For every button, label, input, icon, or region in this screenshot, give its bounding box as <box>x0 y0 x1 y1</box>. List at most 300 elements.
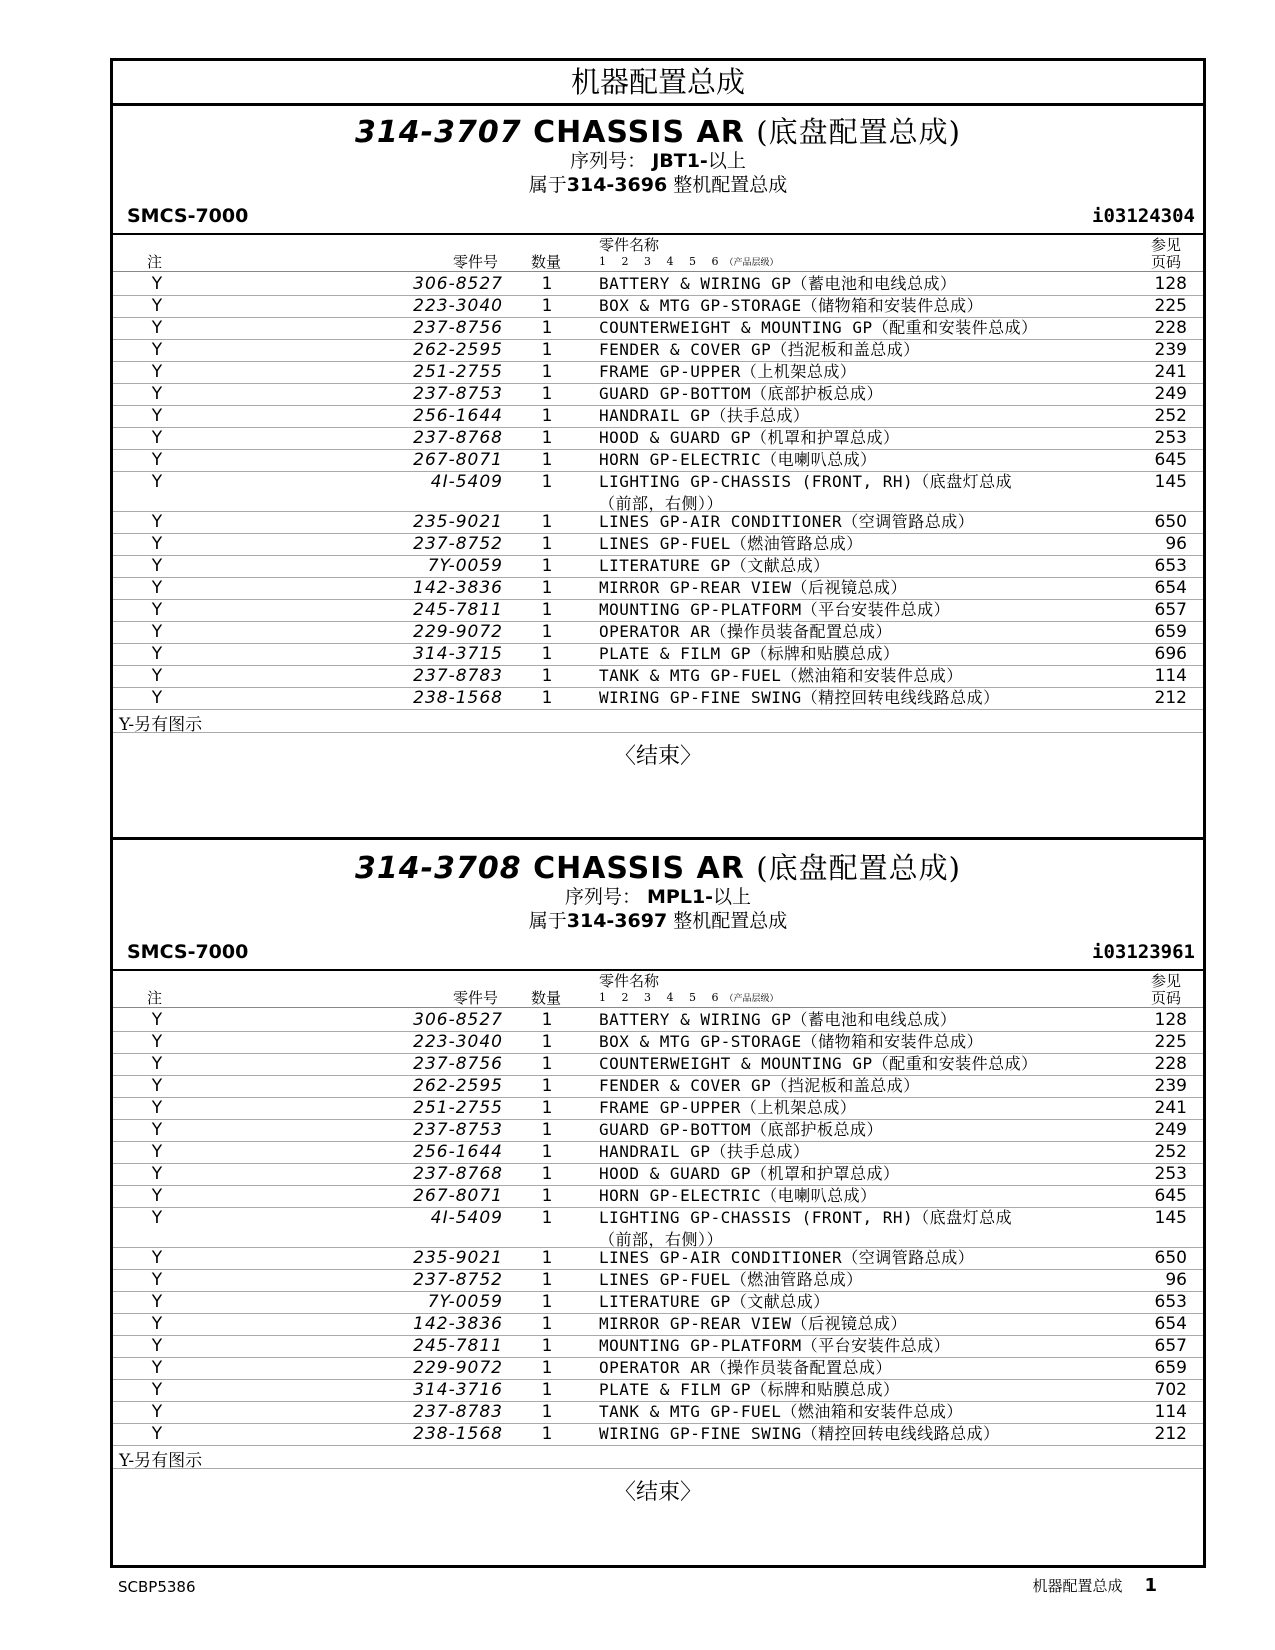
row-page: 145 <box>1154 472 1187 492</box>
belongs-line <box>113 173 1203 198</box>
row-part-name-cn: （底盘灯总成 <box>913 472 1013 491</box>
table-row <box>113 1053 1203 1076</box>
row-part-name-cn: （燃油管路总成） <box>730 1270 863 1289</box>
row-part-name-en: MOUNTING GP-PLATFORM <box>599 1336 802 1355</box>
row-note: Y <box>151 1164 163 1184</box>
row-part-name-cn: （储物箱和安装件总成） <box>801 1032 984 1051</box>
row-part-name-en: PLATE & FILM GP <box>599 644 751 663</box>
row-part-name <box>599 687 1079 709</box>
header-part-no: 零件号 <box>453 989 499 1007</box>
row-part-name-cn: （挡泥板和盖总成） <box>771 1076 920 1095</box>
row-part-name <box>599 427 1079 449</box>
row-part-name-cn: （电喇叭总成） <box>761 450 877 469</box>
row-part-name-en: LINES GP-FUEL <box>599 534 731 553</box>
part-name-cn-wrap: (底盘配置总成) <box>756 115 961 149</box>
row-part-name-cn: （空调管路总成） <box>842 1248 975 1267</box>
header-page-bottom: 页码 <box>1150 253 1181 271</box>
row-note: Y <box>151 1248 163 1268</box>
table-header <box>113 235 1203 272</box>
row-part-name-en: TANK & MTG GP-FUEL <box>599 666 782 685</box>
row-part-name-cn: （平台安装件总成） <box>801 600 951 619</box>
row-page: 225 <box>1154 296 1187 316</box>
row-page: 654 <box>1154 1314 1187 1334</box>
row-part-name-en: BATTERY & WIRING GP <box>599 1010 792 1029</box>
row-qty: 1 <box>541 644 553 664</box>
part-name-cn: 底盘配置总成 <box>768 851 949 885</box>
row-part-name <box>599 665 1079 687</box>
row-note: Y <box>151 362 163 382</box>
row-part-name <box>599 577 1079 599</box>
row-part-name-en: BOX & MTG GP-STORAGE <box>599 1032 802 1051</box>
row-part-name-en: HANDRAIL GP <box>599 1142 711 1161</box>
part-name: CHASSIS AR <box>533 851 745 886</box>
row-part-number: 267-8071 <box>413 1186 503 1206</box>
serial-line <box>113 149 1203 174</box>
table-row <box>113 1185 1203 1208</box>
row-page: 241 <box>1154 362 1187 382</box>
row-note: Y <box>151 1120 163 1140</box>
row-part-name <box>599 533 1079 555</box>
row-page: 650 <box>1154 512 1187 532</box>
row-part-number: 251-2755 <box>413 1098 503 1118</box>
row-note: Y <box>151 1054 163 1074</box>
part-name: CHASSIS AR <box>533 115 745 150</box>
table-row <box>113 1009 1203 1032</box>
row-part-name-cn: （操作员装备配置总成） <box>710 1358 892 1377</box>
row-part-name-cn: （底盘灯总成 <box>913 1208 1013 1227</box>
row-part-name <box>599 621 1079 643</box>
row-part-name-en: FENDER & COVER GP <box>599 1076 772 1095</box>
row-qty: 1 <box>541 1010 553 1030</box>
row-page: 212 <box>1154 688 1187 708</box>
row-part-name <box>599 1141 1079 1163</box>
row-page: 645 <box>1154 1186 1187 1206</box>
row-part-name <box>599 555 1079 577</box>
row-note: Y <box>151 578 163 598</box>
row-note: Y <box>151 1076 163 1096</box>
header-name: 零件名称 <box>599 236 660 254</box>
row-part-name-en: FENDER & COVER GP <box>599 340 772 359</box>
row-part-name <box>599 1379 1079 1401</box>
row-note: Y <box>151 512 163 532</box>
row-part-number: 237-8768 <box>413 1164 503 1184</box>
row-qty: 1 <box>541 296 553 316</box>
row-part-name <box>599 1313 1079 1335</box>
row-part-name <box>599 273 1079 295</box>
header-part-no: 零件号 <box>453 253 499 271</box>
table-row <box>113 599 1203 622</box>
row-qty: 1 <box>541 1054 553 1074</box>
row-part-number: 306-8527 <box>413 1010 503 1030</box>
header-levels <box>599 991 779 1004</box>
row-page: 239 <box>1154 1076 1187 1096</box>
belongs-line <box>113 909 1203 934</box>
row-qty: 1 <box>541 1076 553 1096</box>
row-part-name <box>599 317 1079 339</box>
row-qty: 1 <box>541 1380 553 1400</box>
row-note: Y <box>151 340 163 360</box>
row-qty: 1 <box>541 512 553 532</box>
row-note: Y <box>151 534 163 554</box>
row-note: Y <box>151 688 163 708</box>
part-name-cn: 底盘配置总成 <box>768 115 949 149</box>
row-qty: 1 <box>541 428 553 448</box>
row-part-name-en: HANDRAIL GP <box>599 406 711 425</box>
smcs-code: SMCS-7000 <box>127 941 249 963</box>
table-row <box>113 1119 1203 1142</box>
row-page: 702 <box>1154 1380 1187 1400</box>
row-page: 114 <box>1154 1402 1187 1422</box>
serial-suffix: 以上 <box>707 150 746 172</box>
row-qty: 1 <box>541 534 553 554</box>
row-part-number: 238-1568 <box>413 688 503 708</box>
belongs-part: 314-3696 <box>566 174 668 196</box>
row-page: 249 <box>1154 1120 1187 1140</box>
belongs-prefix: 属于 <box>528 910 567 932</box>
row-part-name <box>599 361 1079 383</box>
row-part-name-en: BATTERY & WIRING GP <box>599 274 792 293</box>
row-part-number: 262-2595 <box>413 340 503 360</box>
table-row <box>113 621 1203 644</box>
row-part-name <box>599 1119 1079 1141</box>
row-part-name <box>599 1247 1079 1269</box>
row-qty: 1 <box>541 1424 553 1444</box>
row-part-name-en: LITERATURE GP <box>599 1292 731 1311</box>
row-qty: 1 <box>541 622 553 642</box>
row-part-number: 223-3040 <box>413 296 503 316</box>
page-number: 1 <box>1144 1575 1157 1596</box>
row-part-name-en: OPERATOR AR <box>599 622 711 641</box>
part-name-cn-wrap: (底盘配置总成) <box>756 851 961 885</box>
header-levels-digits: 1 2 3 4 5 6 <box>599 991 725 1004</box>
header-levels-note: （产品层级） <box>724 994 779 1004</box>
row-part-name-cn: （标牌和贴膜总成） <box>751 644 900 663</box>
row-qty: 1 <box>541 1336 553 1356</box>
row-part-name-en: OPERATOR AR <box>599 1358 711 1377</box>
row-note: Y <box>151 1010 163 1030</box>
row-part-name <box>599 383 1079 405</box>
row-part-name-cn: （机罩和护罩总成） <box>751 1164 900 1183</box>
belongs-suffix: 整机配置总成 <box>673 910 788 932</box>
row-qty: 1 <box>541 578 553 598</box>
table-row <box>113 1141 1203 1164</box>
row-part-name-en: MIRROR GP-REAR VIEW <box>599 1314 792 1333</box>
legend-note: Y-另有图示 <box>119 715 203 735</box>
row-part-name-cn: （精控回转电线线路总成） <box>801 688 1000 707</box>
row-page: 241 <box>1154 1098 1187 1118</box>
row-part-number: 223-3040 <box>413 1032 503 1052</box>
row-part-number: 237-8753 <box>413 384 503 404</box>
page-title: 机器配置总成 <box>113 61 1203 106</box>
table-row <box>113 1163 1203 1186</box>
row-part-name-cn: （扶手总成） <box>710 406 810 425</box>
row-part-number: 314-3715 <box>413 644 503 664</box>
table-row <box>113 687 1203 710</box>
row-page: 645 <box>1154 450 1187 470</box>
row-part-number: 251-2755 <box>413 362 503 382</box>
header-qty: 数量 <box>531 253 562 271</box>
page-frame <box>110 58 1206 1568</box>
table-row <box>113 1423 1203 1446</box>
row-page: 252 <box>1154 406 1187 426</box>
table-row <box>113 1335 1203 1358</box>
row-part-name-cn: （机罩和护罩总成） <box>751 428 900 447</box>
row-part-number: 238-1568 <box>413 1424 503 1444</box>
row-part-number: 262-2595 <box>413 1076 503 1096</box>
row-qty: 1 <box>541 666 553 686</box>
row-part-name-cn: （底部护板总成） <box>751 384 884 403</box>
table-row <box>113 383 1203 406</box>
row-part-name-en: FRAME GP-UPPER <box>599 1098 741 1117</box>
row-part-name-cn: （后视镜总成） <box>791 1314 908 1333</box>
table-header <box>113 971 1203 1008</box>
row-part-number: 245-7811 <box>413 1336 503 1356</box>
row-part-name-en: COUNTERWEIGHT & MOUNTING GP <box>599 1054 873 1073</box>
row-part-name <box>599 1207 1079 1251</box>
row-page: 253 <box>1154 1164 1187 1184</box>
row-note: Y <box>151 1402 163 1422</box>
row-qty: 1 <box>541 450 553 470</box>
row-part-name-cn: （操作员装备配置总成） <box>710 622 892 641</box>
row-part-number: 314-3716 <box>413 1380 503 1400</box>
row-note: Y <box>151 1292 163 1312</box>
row-part-name <box>599 1291 1079 1313</box>
row-qty: 1 <box>541 362 553 382</box>
row-part-name-cn: （空调管路总成） <box>842 512 975 531</box>
row-part-name-cn: （上机架总成） <box>740 362 857 381</box>
belongs-suffix: 整机配置总成 <box>673 174 788 196</box>
row-part-name-en: LINES GP-AIR CONDITIONER <box>599 1248 843 1267</box>
row-part-name-en: LITERATURE GP <box>599 556 731 575</box>
row-page: 145 <box>1154 1208 1187 1228</box>
row-part-number: 245-7811 <box>413 600 503 620</box>
end-marker: 〈结束〉 <box>613 1480 702 1505</box>
row-part-name-en: WIRING GP-FINE SWING <box>599 688 802 707</box>
row-part-name-cn: （燃油箱和安装件总成） <box>781 1402 963 1421</box>
row-qty: 1 <box>541 1292 553 1312</box>
table-row <box>113 533 1203 556</box>
table-row <box>113 1401 1203 1424</box>
row-qty: 1 <box>541 318 553 338</box>
row-part-number: 235-9021 <box>413 1248 503 1268</box>
row-part-number: 7Y-0059 <box>427 556 503 576</box>
row-note: Y <box>151 600 163 620</box>
part-title <box>113 113 1203 152</box>
row-part-number: 235-9021 <box>413 512 503 532</box>
row-part-name-cn: （上机架总成） <box>740 1098 857 1117</box>
header-note: 注 <box>147 253 163 271</box>
row-part-name-cn: （蓄电池和电线总成） <box>791 274 957 293</box>
end-marker: 〈结束〉 <box>613 744 702 769</box>
row-qty: 1 <box>541 472 553 492</box>
row-part-name-en: HORN GP-ELECTRIC <box>599 450 762 469</box>
belongs-part: 314-3697 <box>566 910 668 932</box>
row-part-name-cn: （标牌和贴膜总成） <box>751 1380 900 1399</box>
row-part-name <box>599 599 1079 621</box>
row-page: 249 <box>1154 384 1187 404</box>
part-number: 314-3707 <box>355 115 522 150</box>
table-row <box>113 405 1203 428</box>
footer-section-title: 机器配置总成 <box>1032 1577 1123 1595</box>
serial-value: JBT1- <box>652 150 708 172</box>
header-page-bottom: 页码 <box>1150 989 1181 1007</box>
row-part-name <box>599 643 1079 665</box>
row-part-name-en: HOOD & GUARD GP <box>599 428 751 447</box>
row-part-name <box>599 405 1079 427</box>
row-page: 252 <box>1154 1142 1187 1162</box>
row-note: Y <box>151 556 163 576</box>
row-part-name-en: GUARD GP-BOTTOM <box>599 1120 751 1139</box>
table-row <box>113 1379 1203 1402</box>
table-row <box>113 511 1203 534</box>
row-qty: 1 <box>541 274 553 294</box>
illustration-id: i03123961 <box>1092 941 1195 963</box>
part-number: 314-3708 <box>355 851 522 886</box>
row-note: Y <box>151 472 163 492</box>
table-row <box>113 1075 1203 1098</box>
row-note: Y <box>151 1032 163 1052</box>
row-note: Y <box>151 450 163 470</box>
row-part-number: 237-8756 <box>413 1054 503 1074</box>
row-part-number: 4I-5409 <box>430 472 503 492</box>
row-part-name-cn: （配重和安装件总成） <box>872 1054 1038 1073</box>
row-qty: 1 <box>541 1186 553 1206</box>
row-part-name-en: COUNTERWEIGHT & MOUNTING GP <box>599 318 873 337</box>
row-qty: 1 <box>541 1164 553 1184</box>
row-part-name <box>599 1269 1079 1291</box>
row-part-number: 142-3836 <box>413 578 503 598</box>
row-part-name <box>599 1053 1079 1075</box>
row-part-number: 229-9072 <box>413 1358 503 1378</box>
row-part-number: 7Y-0059 <box>427 1292 503 1312</box>
row-part-name <box>599 449 1079 471</box>
part-title <box>113 849 1203 888</box>
row-page: 212 <box>1154 1424 1187 1444</box>
row-qty: 1 <box>541 1314 553 1334</box>
row-part-number: 237-8768 <box>413 428 503 448</box>
row-qty: 1 <box>541 1142 553 1162</box>
row-part-name-en: HORN GP-ELECTRIC <box>599 1186 762 1205</box>
row-part-name <box>599 1075 1079 1097</box>
footer-right <box>1032 1575 1157 1596</box>
row-part-name <box>599 295 1079 317</box>
row-part-name-en: GUARD GP-BOTTOM <box>599 384 751 403</box>
serial-line <box>113 885 1203 910</box>
table-row <box>113 273 1203 296</box>
serial-label: 序列号： <box>570 150 647 172</box>
table-row <box>113 449 1203 472</box>
belongs-prefix: 属于 <box>528 174 567 196</box>
row-note: Y <box>151 1208 163 1228</box>
row-note: Y <box>151 1358 163 1378</box>
row-part-number: 237-8783 <box>413 666 503 686</box>
table-row <box>113 1269 1203 1292</box>
row-part-name-en: WIRING GP-FINE SWING <box>599 1424 802 1443</box>
row-part-name <box>599 1423 1079 1445</box>
row-page: 228 <box>1154 1054 1187 1074</box>
table-row <box>113 1357 1203 1380</box>
row-part-name-en: HOOD & GUARD GP <box>599 1164 751 1183</box>
row-part-name-cn: （平台安装件总成） <box>801 1336 951 1355</box>
row-page: 128 <box>1154 274 1187 294</box>
row-note: Y <box>151 296 163 316</box>
row-part-name-cn: （挡泥板和盖总成） <box>771 340 920 359</box>
row-part-name-cn: （底部护板总成） <box>751 1120 884 1139</box>
serial-suffix: 以上 <box>713 886 752 908</box>
row-part-name <box>599 511 1079 533</box>
row-part-name-cn: （扶手总成） <box>710 1142 810 1161</box>
row-note: Y <box>151 1314 163 1334</box>
row-note: Y <box>151 1270 163 1290</box>
table-row <box>113 471 1203 512</box>
row-part-number: 256-1644 <box>413 1142 503 1162</box>
row-note: Y <box>151 1186 163 1206</box>
row-part-number: 237-8753 <box>413 1120 503 1140</box>
row-page: 96 <box>1165 534 1187 554</box>
row-qty: 1 <box>541 1098 553 1118</box>
row-page: 225 <box>1154 1032 1187 1052</box>
row-part-number: 229-9072 <box>413 622 503 642</box>
serial-label: 序列号： <box>564 886 641 908</box>
row-part-number: 142-3836 <box>413 1314 503 1334</box>
header-note: 注 <box>147 989 163 1007</box>
row-page: 657 <box>1154 1336 1187 1356</box>
header-page-top: 参见 <box>1150 972 1181 990</box>
row-qty: 1 <box>541 1270 553 1290</box>
row-part-name <box>599 471 1079 515</box>
row-part-name-en: MIRROR GP-REAR VIEW <box>599 578 792 597</box>
row-page: 696 <box>1154 644 1187 664</box>
row-note: Y <box>151 1142 163 1162</box>
table-row <box>113 295 1203 318</box>
table-row <box>113 665 1203 688</box>
row-part-name-en: LIGHTING GP-CHASSIS (FRONT, RH) <box>599 1208 914 1227</box>
row-note: Y <box>151 1424 163 1444</box>
row-part-name <box>599 1009 1079 1031</box>
row-page: 114 <box>1154 666 1187 686</box>
legend-rule <box>113 1468 1203 1469</box>
row-page: 239 <box>1154 340 1187 360</box>
row-part-name-en: TANK & MTG GP-FUEL <box>599 1402 782 1421</box>
table-row <box>113 339 1203 362</box>
table-row <box>113 317 1203 340</box>
row-part-name <box>599 1335 1079 1357</box>
table-row <box>113 1313 1203 1336</box>
legend-note: Y-另有图示 <box>119 1451 203 1471</box>
row-part-number: 237-8752 <box>413 1270 503 1290</box>
row-part-name-cn: （燃油箱和安装件总成） <box>781 666 963 685</box>
row-qty: 1 <box>541 1248 553 1268</box>
header-levels <box>599 255 779 268</box>
row-qty: 1 <box>541 1208 553 1228</box>
row-part-name-cn: （文献总成） <box>730 556 830 575</box>
table-row <box>113 1291 1203 1314</box>
table-row <box>113 361 1203 384</box>
row-page: 253 <box>1154 428 1187 448</box>
table-row <box>113 1207 1203 1248</box>
header-levels-note: （产品层级） <box>724 258 779 268</box>
row-part-name-en: LINES GP-AIR CONDITIONER <box>599 512 843 531</box>
table-row <box>113 1247 1203 1270</box>
row-qty: 1 <box>541 688 553 708</box>
row-page: 96 <box>1165 1270 1187 1290</box>
row-page: 228 <box>1154 318 1187 338</box>
row-part-name-cn: （电喇叭总成） <box>761 1186 877 1205</box>
row-qty: 1 <box>541 1120 553 1140</box>
row-note: Y <box>151 1336 163 1356</box>
row-note: Y <box>151 318 163 338</box>
row-part-name-cn: （精控回转电线线路总成） <box>801 1424 1000 1443</box>
